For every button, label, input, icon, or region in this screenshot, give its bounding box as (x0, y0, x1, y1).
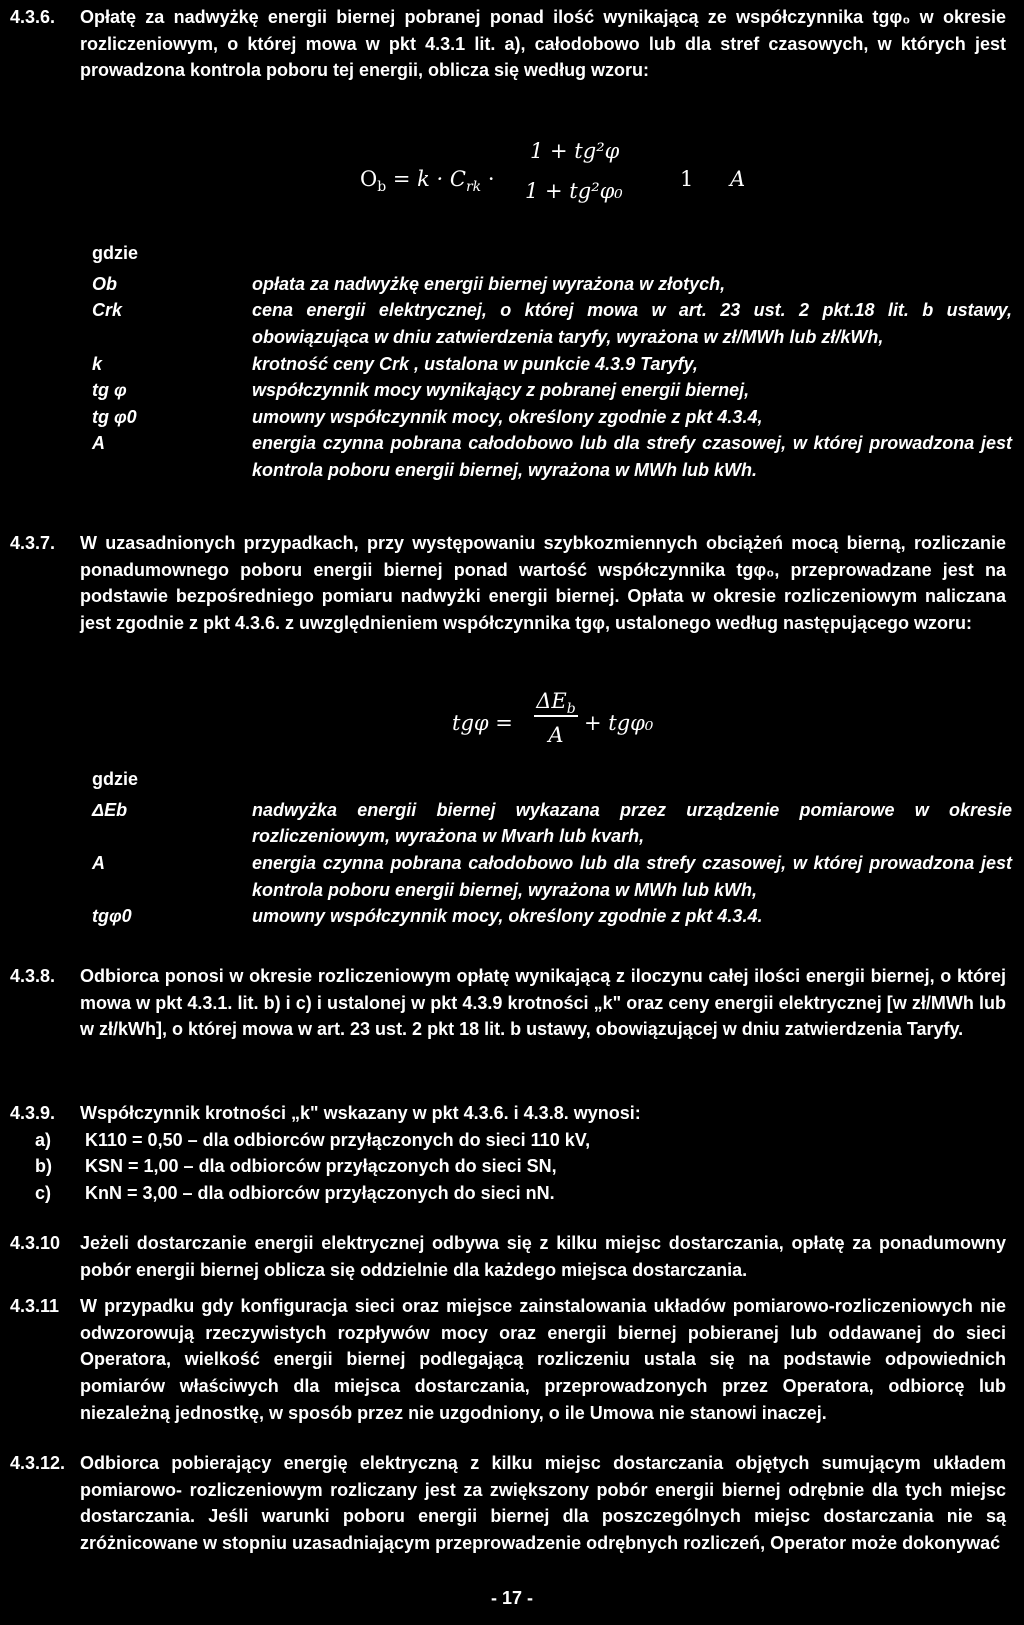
formula-numerator: 1 + tg²φ (530, 139, 620, 163)
definition-row (92, 430, 1012, 483)
definition-row (92, 297, 1012, 350)
formula-minus-one: 1 (680, 167, 694, 191)
formula-lhs: tgφ = (452, 711, 513, 735)
definitions-heading: gdzie (92, 769, 139, 789)
list-label: a) (35, 1129, 52, 1150)
section-4-3-9 (10, 1100, 1006, 1207)
page-number: - 17 - (490, 1588, 533, 1608)
list-item (35, 1127, 1006, 1154)
definition-row (92, 850, 1012, 903)
section-4-3-10 (10, 1230, 1006, 1283)
section-text: Odbiorca pobierający energię elektryczną z kilku miejsc dostarczania objętych sumującym układem pomiarowo- rozliczeniowym rozliczany jest za zwiększony pobór energii biernej odrębnie dla tych miejsc dostarczania. Jeśli warunki poboru energii biernej dla poszczególnych miejsc dostarczania nie są zróżnicowane w stopniu uzasadniającym przeprowadzenie odrębnych rozliczeń, Operator może dokonywać (80, 1453, 1006, 1553)
definition-symbol: A (92, 433, 105, 454)
list-value: K110 = 0,50 – dla odbiorców przyłączonych do sieci 110 kV, (85, 1129, 591, 1150)
definition-row (92, 797, 1012, 850)
definition-row (92, 271, 1012, 298)
definition-row (92, 903, 1012, 930)
definition-symbol: tgφ0 (92, 906, 132, 927)
formula-denominator: A (548, 723, 564, 747)
definition-text: energia czynna pobrana całodobowo lub dla strefy czasowej, w której prowadzona jest kontrola poboru energii biernej, wyrażona w MWh lub kWh. (252, 433, 1012, 480)
section-text: Jeżeli dostarczanie energii elektrycznej odbywa się z kilku miejsc dostarczania, opłatę za ponadumowny pobór energii biernej oblicza się oddzielnie dla każdego miejsca dostarczania. (80, 1233, 1006, 1280)
section-text: Współczynnik krotności „k" wskazany w pkt 4.3.6. i 4.3.8. wynosi: (80, 1103, 641, 1123)
definition-row (92, 377, 1012, 404)
definition-symbol: tg φ (92, 380, 127, 401)
formula-numerator: $\Delta E_b$ (536, 689, 576, 718)
definition-text: energia czynna pobrana całodobowo lub dla strefy czasowej, w której prowadzona jest kontrola poboru energii biernej, wyrażona w MWh lub kWh, (252, 852, 1012, 900)
formula-rhs: + tgφ₀ (584, 711, 654, 735)
section-number: 4.3.6. (10, 7, 56, 27)
definition-row (92, 404, 1012, 431)
section-text: Opłatę za nadwyżkę energii biernej pobranej ponad ilość wynikającą ze współczynnika tgφ₀ w okresie rozliczeniowym, o której mowa w pkt 4.3.1 lit. a), całodobowo lub dla stref czasowych, w których jest prowadzona kontrola poboru tej energii, oblicza się według wzoru: (80, 7, 1006, 81)
section-text: Odbiorca ponosi w okresie rozliczeniowym opłatę wynikającą z iloczynu całej ilości energii biernej, o której mowa w pkt 4.3.1. lit. b) i c) i ustalonej w pkt 4.3.9 krotności „k" oraz ceny energii elektrycznej [w zł/MWh lub w zł/kWh], o której mowa w art. 23 ust. 2 pkt 18 lit. b ustawy, obowiązującej w dniu zatwierdzenia Taryfy. (80, 966, 1006, 1040)
section-text: W przypadku gdy konfiguracja sieci oraz miejsce zainstalowania układów pomiarowo-rozliczeniowych nie odwzorowują rzeczywistych rozpływów mocy oraz energii biernej pobieranej lub oddawanej do sieci Operatora, wielkość energii biernej podlegającą rozliczeniu ustala się na podstawie odpowiednich pomiarów właściwych dla miejsca dostarczania, przeprowadzonych przez Operatora, odbiorcę lub niezależną jednostkę, w sposób przez nie uzgodniony, o ile Umowa nie stanowi inaczej. (80, 1296, 1006, 1423)
list-item (35, 1153, 1006, 1180)
definition-text: współczynnik mocy wynikający z pobranej energii biernej, (252, 380, 750, 401)
formula-lhs: $O_b = k \cdot C_{rk}$ · (360, 167, 495, 196)
definition-text: cena energii elektrycznej, o której mowa w art. 23 ust. 2 pkt.18 lit. b ustawy, obowiązująca w dniu zatwierdzenia taryfy, wyrażona w zł/MWh lub zł/kWh, (252, 300, 1012, 347)
definition-text: nadwyżka energii biernej wykazana przez urządzenie pomiarowe w okresie rozliczeniowym, wyrażona w Mvarh lub kvarh, (252, 799, 1012, 847)
section-4-3-7 (10, 530, 1006, 637)
list-value: KSN = 1,00 – dla odbiorców przyłączonych do sieci SN, (85, 1156, 557, 1177)
section-number: 4.3.8. (10, 966, 56, 986)
definition-row (92, 351, 1012, 378)
list-label: b) (35, 1156, 52, 1177)
section-4-3-8 (10, 963, 1006, 1043)
list-item (35, 1180, 1006, 1207)
section-number: 4.3.10 (10, 1233, 61, 1253)
definitions-list-2 (92, 766, 1012, 930)
definitions-list-1 (92, 240, 1012, 484)
definition-symbol: Ob (92, 273, 117, 294)
section-4-3-12 (10, 1450, 1006, 1557)
section-4-3-6 (10, 4, 1006, 84)
definitions-heading: gdzie (92, 243, 139, 263)
section-text: W uzasadnionych przypadkach, przy występowaniu szybkozmiennych obciążeń mocą bierną, rozliczanie ponadumownego poboru energii biernej ponad wartość współczynnika tgφ₀, przeprowadzane jest na podstawie bezpośredniego pomiaru nadwyżki energii biernej. Opłata w okresie rozliczeniowym naliczana jest zgodnie z pkt 4.3.6. z uwzględnieniem współczynnika tgφ, ustalonego według następującego wzoru: (80, 533, 1006, 633)
section-4-3-11 (10, 1293, 1006, 1426)
fraction-bar (534, 715, 578, 717)
definition-text: krotność ceny Crk , ustalona w punkcie 4.3.9 Taryfy, (252, 353, 698, 374)
formula-denominator: 1 + tg²φ₀ (525, 179, 623, 203)
definition-symbol: ΔEb (92, 799, 128, 820)
definition-text: umowny współczynnik mocy, określony zgodnie z pkt 4.3.4. (252, 906, 763, 927)
definition-symbol: A (92, 852, 105, 873)
section-number: 4.3.9. (10, 1103, 56, 1123)
definition-symbol: k (92, 353, 103, 374)
definition-symbol: tg φ0 (92, 406, 137, 427)
list-label: c) (35, 1182, 52, 1203)
formula-a: A (730, 167, 746, 191)
definition-symbol: Crk (92, 300, 123, 321)
section-number: 4.3.7. (10, 533, 56, 553)
definition-text: umowny współczynnik mocy, określony zgodnie z pkt 4.3.4, (252, 406, 763, 427)
section-number: 4.3.11 (10, 1296, 60, 1316)
definition-text: opłata za nadwyżkę energii biernej wyrażona w złotych, (252, 273, 726, 294)
section-number: 4.3.12. (10, 1453, 66, 1473)
list-value: KnN = 3,00 – dla odbiorców przyłączonych do sieci nN. (85, 1182, 555, 1203)
